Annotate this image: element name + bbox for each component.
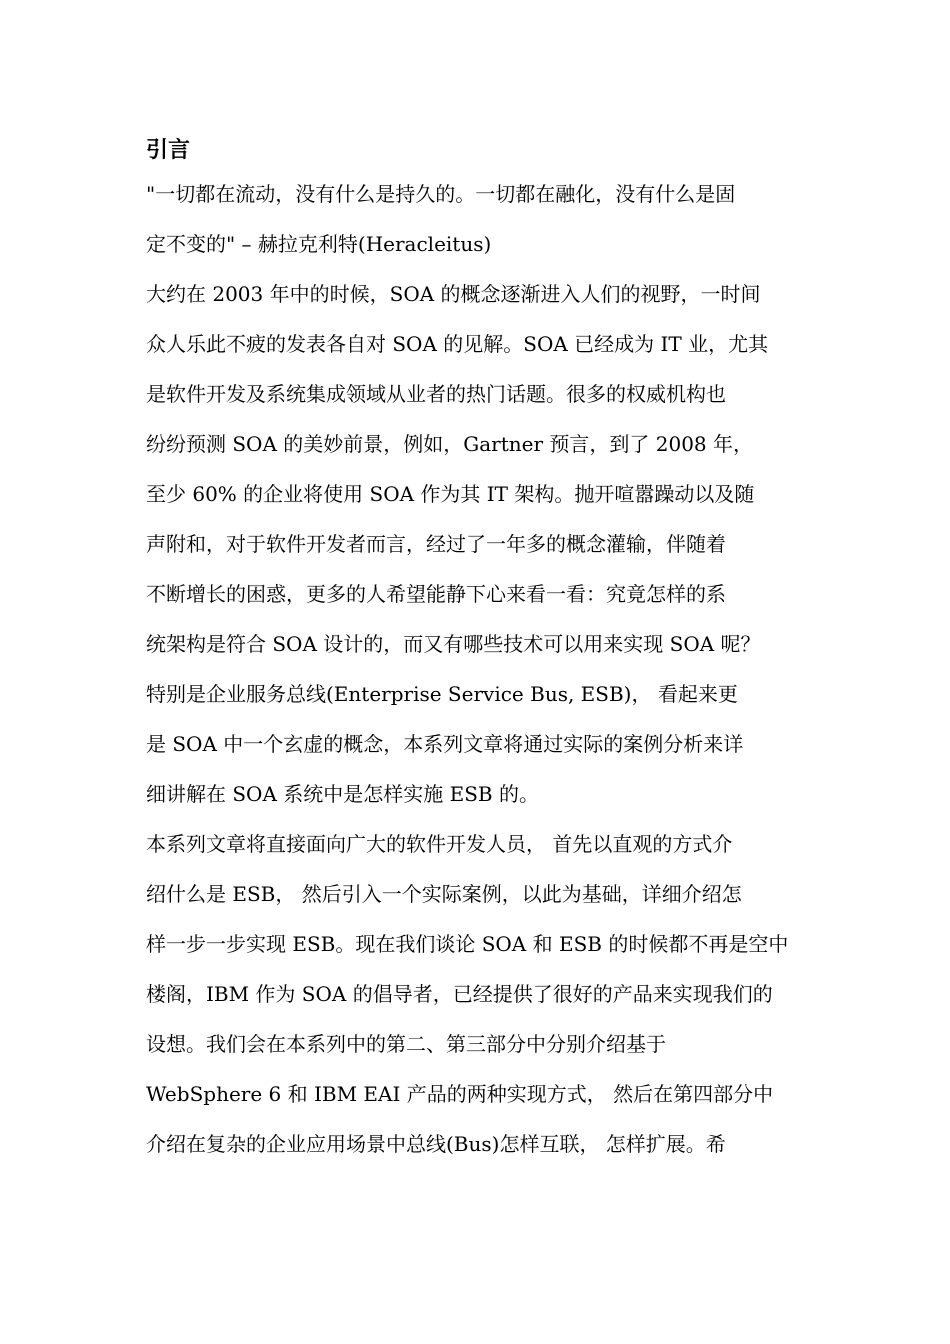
text-line: 大约在 2003 年中的时候，SOA 的概念逐渐进入人们的视野，一时间 <box>146 282 761 306</box>
text-line: 纷纷预测 SOA 的美妙前景，例如，Gartner 预言，到了 2008 年， <box>146 432 754 456</box>
paragraph-series <box>146 819 810 1169</box>
text-line: 至少 60% 的企业将使用 SOA 作为其 IT 架构。抛开喧嚣躁动以及随 <box>146 482 755 506</box>
text-line: 声附和，对于软件开发者而言，经过了一年多的概念灌输，伴随着 <box>146 532 726 556</box>
quote-line: "一切都在流动，没有什么是持久的。一切都在融化，没有什么是固 <box>146 182 736 206</box>
text-line: 设想。我们会在本系列中的第二、第三部分中分别介绍基于 <box>146 1032 666 1056</box>
quote-line: 定不变的" – 赫拉克利特(Heracleitus) <box>146 232 492 256</box>
text-line: 介绍在复杂的企业应用场景中总线(Bus)怎样互联， 怎样扩展。希 <box>146 1132 726 1156</box>
text-line: 统架构是符合 SOA 设计的，而又有哪些技术可以用来实现 SOA 呢？ <box>146 632 761 656</box>
text-line: 样一步一步实现 ESB。现在我们谈论 SOA 和 ESB 的时候都不再是空中 <box>146 932 789 956</box>
section-heading: 引言 <box>146 138 191 163</box>
text-line: 是软件开发及系统集成领域从业者的热门话题。很多的权威机构也 <box>146 382 726 406</box>
article-body <box>146 133 810 1169</box>
text-line: 绍什么是 ESB， 然后引入一个实际案例，以此为基础，详细介绍怎 <box>146 882 742 906</box>
text-line: 特别是企业服务总线(Enterprise Service Bus, ESB)， 看起来更 <box>146 682 738 706</box>
paragraph-intro <box>146 269 810 819</box>
text-line: WebSphere 6 和 IBM EAI 产品的两种实现方式， 然后在第四部分中 <box>146 1082 774 1106</box>
text-line: 不断增长的困惑，更多的人希望能静下心来看一看：究竟怎样的系 <box>146 582 726 606</box>
text-line: 细讲解在 SOA 系统中是怎样实施 ESB 的。 <box>146 782 539 806</box>
quote-block <box>146 169 810 269</box>
text-line: 是 SOA 中一个玄虚的概念，本系列文章将通过实际的案例分析来详 <box>146 732 744 756</box>
text-line: 楼阁，IBM 作为 SOA 的倡导者，已经提供了很好的产品来实现我们的 <box>146 982 773 1006</box>
text-line: 众人乐此不疲的发表各自对 SOA 的见解。SOA 已经成为 IT 业，尤其 <box>146 332 769 356</box>
text-line: 本系列文章将直接面向广大的软件开发人员， 首先以直观的方式介 <box>146 832 733 856</box>
